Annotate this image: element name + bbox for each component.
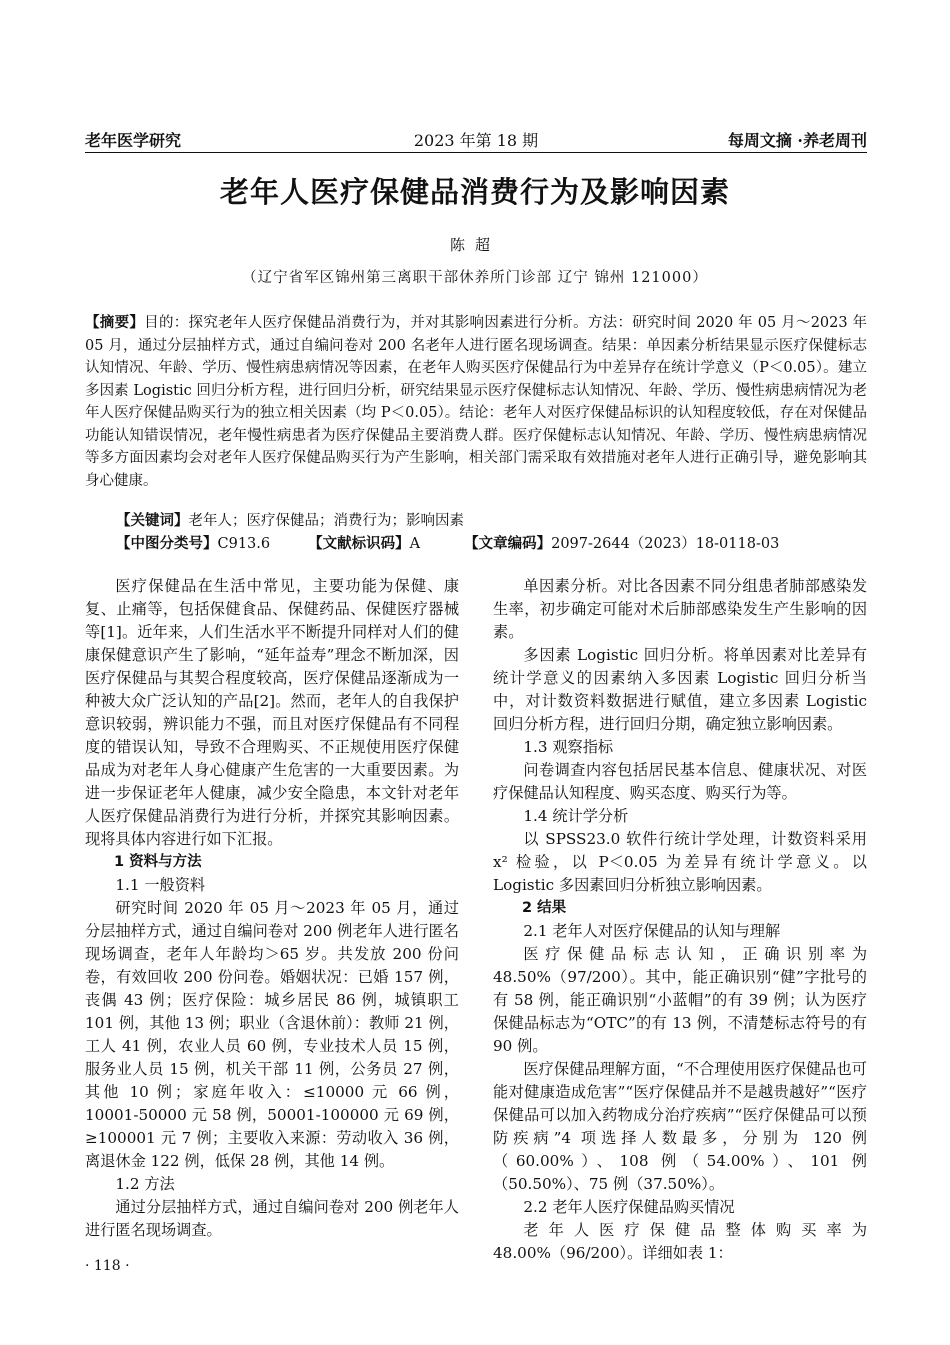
- paragraph: 多因素 Logistic 回归分析。将单因素对比差异有统计学意义的因素纳入多因素 Logistic 回归分析当中，对计数资料数据进行赋值，建立多因素 Logistic 回归分析方程，进行回归分期，确定独立影响因素。: [493, 646, 867, 733]
- section-heading: 1.4 统计学分析: [523, 807, 629, 825]
- abstract-label: 【摘要】: [85, 314, 145, 331]
- right-column: [493, 575, 867, 1265]
- clc-value: C913.6: [217, 536, 271, 552]
- section-heading: 1 资料与方法: [114, 854, 202, 870]
- clc-label: 【中图分类号】: [116, 535, 218, 552]
- paragraph: 医疗保健品理解方面，“不合理使用医疗保健品也可能对健康造成危害”“医疗保健品并不是越贵越好”“医疗保健品可以加入药物成分治疗疾病”“医疗保健品可以预防疾病”4 项选择人数最多，分别为 120 例（60.00%）、108 例（54.00%）、101 例（50.50%）、75 例（37.50%）。: [493, 1060, 867, 1193]
- keywords-text: 老年人；医疗保健品；消费行为；影响因素: [188, 513, 464, 529]
- section-heading: 2 结果: [522, 900, 567, 916]
- author: 陈超: [449, 236, 500, 254]
- section-heading: 2.2 老年人医疗保健品购买情况: [523, 1198, 735, 1216]
- issue-number: 2023 年第 18 期: [413, 131, 539, 150]
- paragraph: 以 SPSS23.0 软件行统计学处理，计数资料采用 x² 检验，以 P＜0.05 为差异有统计学意义。以 Logistic 多因素回归分析独立影响因素。: [493, 830, 867, 894]
- article-code-label: 【文章编码】: [464, 535, 552, 552]
- paragraph: 单因素分析。对比各因素不同分组患者肺部感染发生率，初步确定可能对术后肺部感染发生产生影响的因素。: [493, 577, 867, 641]
- section-heading: 1.2 方法: [115, 1175, 175, 1193]
- section-heading: 1.3 观察指标: [523, 738, 614, 756]
- paragraph: 医疗保健品在生活中常见，主要功能为保健、康复、止痛等，包括保健食品、保健药品、保健医疗器械等[1]。近年来，人们生活水平不断提升同样对人们的健康保健意识产生了影响，“延年益寿”理念不断加深，因医疗保健品与其契合程度较高，医疗保健品逐渐成为一种被大众广泛认知的产品[2]。然而，老年人的自我保护意识较弱，辨识能力不强，而且对医疗保健品有不同程度的错误认知，导致不合理购买、不正规使用医疗保健品成为对老年人身心健康产生危害的一大重要因素。为进一步保证老年人健康，减少安全隐患，本文针对老年人医疗保健品消费行为进行分析，并探究其影响因素。现将具体内容进行如下汇报。: [85, 577, 459, 848]
- series-name: 每周文摘 ·养老周刊: [727, 131, 867, 150]
- section-heading: 2.1 老年人对医疗保健品的认知与理解: [523, 922, 781, 940]
- journal-name: 老年医学研究: [85, 131, 182, 150]
- doc-code-label: 【文献标识码】: [308, 535, 410, 552]
- paragraph: 研究时间 2020 年 05 月～2023 年 05 月，通过分层抽样方式，通过自编问卷对 200 例老年人进行匿名现场调查，老年人年龄均＞65 岁。共发放 200 份问卷，有效回收 200 份问卷。婚姻状况：已婚 157 例，丧偶 43 例；医疗保险：城乡居民 86 例，城镇职工 101 例，其他 13 例；职业（含退休前）：教师 21 例，工人 41 例，农业人员 60 例，专业技术人员 15 例，服务业人员 15 例，机关干部 11 例，公务员 27 例，其他 10 例；家庭年收入：≤10000 元 66 例，10001-50000 元 58 例，50001-100000 元 69 例，≥100001 元 7 例；主要收入来源：劳动收入 36 例，离退休金 122 例，低保 28 例，其他 14 例。: [85, 899, 459, 1170]
- keywords-label: 【关键词】: [116, 512, 189, 529]
- affiliation: （辽宁省军区锦州第三离职干部休养所门诊部 辽宁 锦州 121000）: [242, 270, 708, 286]
- paragraph: 通过分层抽样方式，通过自编问卷对 200 例老年人进行匿名现场调查。: [85, 1198, 459, 1239]
- left-column: [85, 575, 459, 1242]
- abstract-text: 目的：探究老年人医疗保健品消费行为，并对其影响因素进行分析。方法：研究时间 2020 年 05 月～2023 年 05 月，通过分层抽样方式，通过自编问卷对 200 名老年人进行匿名现场调查。结果：单因素分析结果显示医疗保健标志认知情况、年龄、学历、慢性病患病情况等因素，在老年人购买医疗保健品行为中差异存在统计学意义（P＜0.05）。建立多因素 Logistic 回归分析方程，进行回归分析，研究结果显示医疗保健标志认知情况、年龄、学历、慢性病患病情况为老年人医疗保健品购买行为的独立相关因素（均 P＜0.05）。结论：老年人对医疗保健品标识的认知程度较低，存在对保健品功能认知错误情况，老年慢性病患者为医疗保健品主要消费人群。医疗保健标志认知情况、年龄、学历、慢性病患病情况等多方面因素均会对老年人医疗保健品购买行为产生影响，相关部门需采取有效措施对老年人进行正确引导，避免影响其身心健康。: [85, 315, 868, 489]
- page-number: · 118 ·: [85, 1258, 130, 1274]
- paragraph: 老年人医疗保健品整体购买率为 48.00%（96/200）。详细如表 1：: [493, 1221, 867, 1262]
- running-header: [85, 126, 867, 153]
- section-heading: 1.1 一般资料: [115, 876, 206, 894]
- paragraph: 问卷调查内容包括居民基本信息、健康状况、对医疗保健品认知程度、购买态度、购买行为等。: [493, 761, 867, 802]
- classification-line: [116, 533, 779, 555]
- paper-title: 老年人医疗保健品消费行为及影响因素: [219, 175, 730, 209]
- keywords: [116, 510, 464, 532]
- article-code-value: 2097-2644（2023）18-0118-03: [551, 536, 780, 552]
- paragraph: 医疗保健品标志认知，正确识别率为 48.50%（97/200）。其中，能正确识别“健”字批号的有 58 例，能正确识别“小蓝帽”的有 39 例；认为医疗保健品标志为“OTC”的有 13 例，不清楚标志符号的有 90 例。: [493, 945, 867, 1055]
- abstract: [85, 312, 867, 492]
- doc-code-value: A: [409, 536, 421, 552]
